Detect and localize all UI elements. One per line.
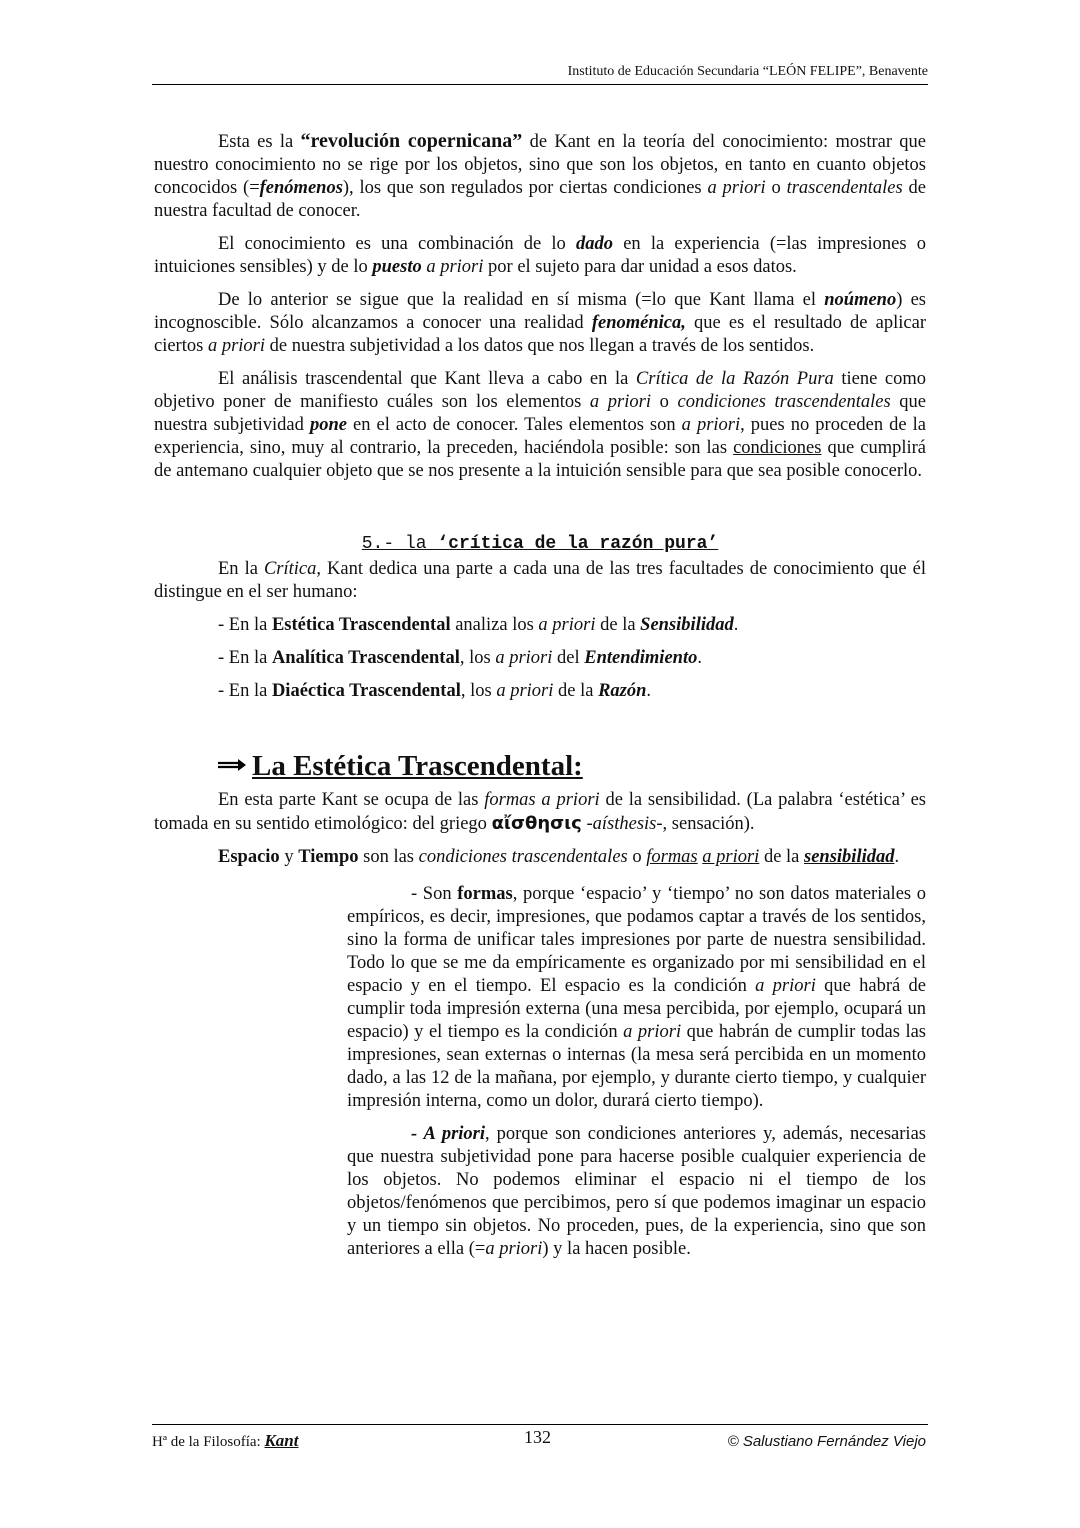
bold-term: - A priori [411,1124,486,1144]
italic-term: a priori [681,415,741,435]
bold-term: “revolución copernicana” [300,130,523,152]
bold-term: pone [309,415,347,435]
text: que habrá de cumplir toda impresión externa (una mesa percibida, por ejemplo, ocupará un espacio) y el tiempo es la condición [347,976,926,1042]
paragraph-revolucion [154,130,926,223]
text: de nuestra subjetividad a los datos que nos llegan a través de los sentidos. [265,336,815,356]
text: El conocimiento es una combinación de lo [218,234,576,254]
text: - Son [411,884,458,904]
section-number: 5.- la [361,534,438,554]
text: - En la [218,648,272,668]
bold-term: Entendimiento [584,648,698,668]
italic-term: condiciones trascendentales [418,847,628,867]
list-item-estetica [218,614,926,637]
italic-term: a priori [538,615,596,635]
bold-term: Espacio [218,847,280,867]
bold-term: Sensibilidad [640,615,734,635]
text: , pues no proceden de la experiencia, sino, muy al contrario, la preceden, haciéndola posible: son las [154,415,926,458]
text: en la experiencia (=las impresiones o intuiciones sensibles) y de lo [154,234,926,277]
underlined-term: formas [646,847,698,867]
bold-term: fenómenos [259,178,343,198]
bold-term: Analítica Trascendental [271,648,460,668]
text: de la sensibilidad. (La palabra ‘estética’ es tomada en su sentido etimológico: del griego [154,790,927,834]
text: . [697,648,702,668]
bold-term: dado [576,234,613,254]
bold-term: noúmeno [824,290,897,310]
text: en el acto de conocer. Tales elementos son [346,415,682,435]
italic-term: Crítica de la Razón Pura [635,369,834,389]
bold-term: fenoménica, [591,313,686,333]
section-title-text: ‘crítica de la razón pura’ [437,534,719,554]
text: . [733,615,739,635]
paragraph-analisis [154,368,926,483]
text: de la [553,681,599,701]
text: . [894,847,900,867]
text: que es el resultado de aplicar ciertos [154,313,926,356]
text: De lo anterior se sigue que la realidad en sí misma (=lo que Kant llama el [218,290,825,310]
text: que cumplirá de antemano cualquier objeto que se nos presente a la intuición sensible para que sea posible conocerlo. [154,438,926,481]
text: -, sensación). [656,814,755,834]
text: , los [460,681,497,701]
text: , porque ‘espacio’ y ‘tiempo’ no son datos materiales o empíricos, es decir, impresiones, que podamos captar a través de los sentidos, sino la forma de unificar tales impresiones por parte de nuestra sensibilidad. Todo lo que se me da empíricamente es organizado por mi sensibilidad en el espacio y en el tiempo. El espacio es la condición [347,884,926,996]
italic-term: a priori [496,681,554,701]
italic-term: formas a priori [484,790,600,810]
text: - En la [218,681,272,701]
bold-term: Diaéctica Trascendental [271,681,461,701]
text: o [627,847,647,867]
bold-term: formas [457,884,513,904]
bold-term: Razón [598,681,647,701]
list-item-analitica [218,647,926,670]
text: , los [459,648,496,668]
greek-word: αἴσθησις [491,813,582,834]
paragraph-noumeno [154,289,926,358]
formas-a-priori-block [347,883,926,1261]
text: . [646,681,652,701]
text: En esta parte Kant se ocupa de las [218,790,485,810]
italic-term: a priori [426,257,484,277]
section-title-critica [154,533,926,556]
underlined-term: a priori [702,847,760,867]
italic-term: a priori [707,178,766,198]
bold-term: Tiempo [298,847,359,867]
list-item-dialectica [218,680,926,703]
italic-term: trascendentales [786,178,903,198]
text: son las [358,847,419,867]
text: , porque son condiciones anteriores y, además, necesarias que nuestra subjetividad pone para hacerse posible cualquier experiencia de los objetos. No podemos eliminar el espacio ni el tiempo de los objetos/fenómenos que percibimos, pero sí que podemos imaginar un espacio y un tiempo sin objetos. No proceden, pues, de la experiencia, sino que son anteriores a ella (= [347,1124,926,1259]
text: que habrán de cumplir todas las impresiones, sean externas o internas (la mesa será percibida en un momento dado, a las 12 de la mañana, por ejemplo, y durante cierto tiempo, y cualquier impresión interna, como un dolor, durará cierto tiempo). [347,1022,926,1111]
italic-term: a priori [485,1239,543,1259]
bold-term: puesto [372,257,422,277]
paragraph-estetica-intro [154,789,926,836]
text: y [279,847,299,867]
paragraph-formas [347,883,926,1113]
footer-copyright: © Salustiano Fernández Viejo [727,1433,926,1450]
page-number: 132 [524,1427,551,1447]
header-institution: Instituto de Educación Secundaria “LEÓN FELIPE”, Benavente [567,64,928,79]
text: o [765,178,787,198]
text: ) es incognoscible. Sólo alcanzamos a conocer una realidad [154,290,927,333]
italic-term: a priori [589,392,651,412]
text: - En la [218,615,272,635]
underlined-term: condiciones [733,438,822,458]
text: que nuestra subjetividad [154,392,927,435]
footer-subject-text: Hª de la Filosofía: [152,1434,265,1450]
footer-subject [152,1431,299,1451]
text: por el sujeto para dar unidad a esos datos. [483,257,797,277]
text: de la [595,615,641,635]
text: del [552,648,585,668]
italic-term: a priori [207,336,265,356]
text: , Kant dedica una parte a cada una de las tres facultades de conocimiento que él distingue en el ser humano: [154,559,926,602]
page-footer [152,1424,928,1453]
page-content [154,130,926,1271]
italic-term: aísthesis [592,814,657,834]
paragraph-a-priori [347,1123,926,1261]
italic-term: a priori [755,976,816,996]
text: Esta es la [218,132,301,152]
text: analiza los [450,615,539,635]
text: - [581,814,593,834]
estetica-heading-text: La Estética Trascendental: [252,750,583,782]
underlined-term: sensibilidad [804,847,895,867]
bold-term: Estética Trascendental [271,615,451,635]
text: El análisis trascendental que Kant lleva a cabo en la [218,369,636,389]
text: ), los que son regulados por ciertas condiciones [342,178,708,198]
italic-term: a priori [495,648,553,668]
text: o [651,392,678,412]
italic-term: a priori [623,1022,682,1042]
italic-term: condiciones trascendentales [677,392,891,412]
italic-term: Crítica [263,559,317,579]
text: de la [759,847,805,867]
paragraph-conocimiento [154,233,926,279]
paragraph-critica-intro [154,558,926,604]
page-header [152,64,928,85]
text: tiene como objetivo poner de manifiesto cuáles son los elementos [154,369,926,412]
text: de Kant en la teoría del conocimiento: mostrar que nuestro conocimiento no se rige por los objetos, sino que son los objetos, en tanto en cuanto objetos concocidos (= [154,132,927,198]
estetica-heading [218,749,926,783]
arrow-right-icon [218,758,246,772]
text: En la [218,559,264,579]
text: ) y la hacen posible. [542,1239,691,1259]
paragraph-espacio-tiempo [154,846,926,869]
text: de nuestra facultad de conocer. [154,178,926,221]
footer-author-link[interactable]: Kant [264,1431,299,1450]
